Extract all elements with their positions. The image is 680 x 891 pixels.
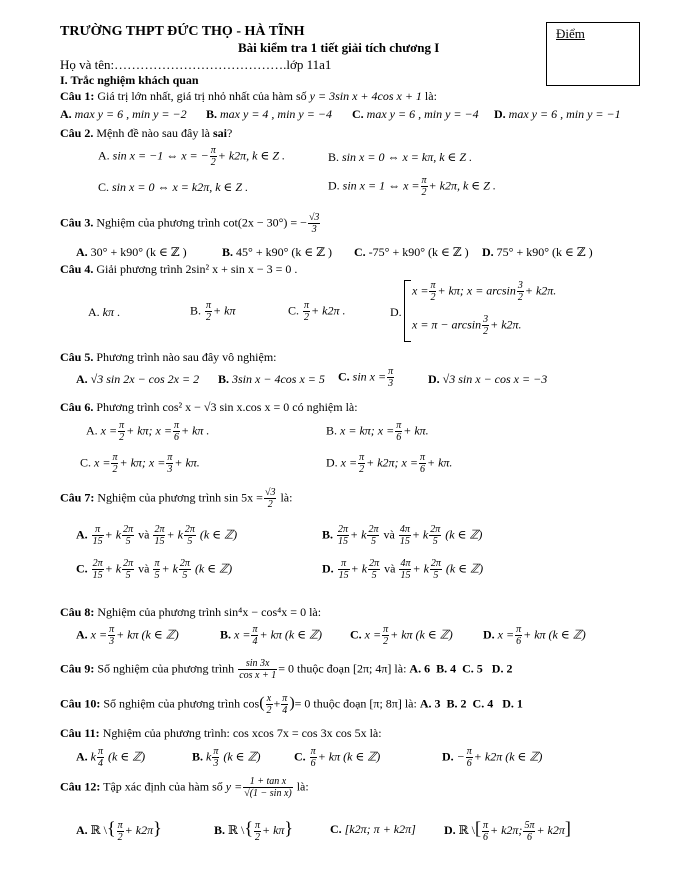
question-7: Câu 7: Nghiệm của phương trình sin 5x = $\frac{√3}{2}$ là:	[60, 487, 293, 510]
q5-option-b[interactable]: B. 3sin x − 4cos x = 5	[218, 372, 325, 386]
q6-option-c[interactable]: C. x = $\frac{\pi}{2}$ + kπ; x = $\frac{\pi}{3}$ + kπ.	[80, 452, 200, 475]
q2-option-b[interactable]: B. sin x = 0 ⇔ x = kπ, k ∈ Z .	[328, 150, 473, 164]
question-11: Câu 11: Nghiệm của phương trình: cos xcos 7x = cos 3x cos 5x là:	[60, 726, 382, 740]
q3-option-c[interactable]: C. -75° + k90° (k ∈ ℤ )	[354, 245, 469, 259]
q8-option-b[interactable]: B. x = $\frac{\pi}{4}$ + kπ (k ∈ ℤ)	[220, 624, 323, 647]
q9-option-c[interactable]: C. 5	[462, 661, 483, 676]
school-name: TRƯỜNG THPT ĐỨC THỌ - HÀ TĨNH	[60, 24, 305, 39]
q12-option-d[interactable]: D. ℝ \[ $\frac{\pi}{6}$ + k2π; $\frac{5\pi}{6}$ + k2π]	[444, 818, 571, 843]
question-3: Câu 3. Nghiệm của phương trình cot(2x − 30°) = − $\frac{√3}{3}$	[60, 212, 320, 235]
q9-option-b[interactable]: B. 4	[436, 661, 457, 676]
q3-option-a[interactable]: A. 30° + k90° (k ∈ ℤ )	[76, 245, 187, 259]
question-1: Câu 1: Giá trị lớn nhất, giá trị nhỏ nhất của hàm số y = 3sin x + 4cos x + 1 là:	[60, 89, 437, 103]
q8-option-d[interactable]: D. x = $\frac{\pi}{6}$ + kπ (k ∈ ℤ)	[483, 624, 586, 647]
question-2: Câu 2. Mệnh đề nào sau đây là sai?	[60, 126, 233, 140]
q6-option-d[interactable]: D. x = $\frac{\pi}{2}$ + k2π; x = $\frac{\pi}{6}$ + kπ.	[326, 452, 453, 475]
q1-option-a[interactable]: A. max y = 6 , min y = −2	[60, 107, 187, 121]
name-line: Họ và tên:………………………………….lớp 11a1	[60, 57, 332, 72]
q6-option-b[interactable]: B. x = kπ; x = $\frac{\pi}{6}$ + kπ.	[326, 420, 429, 443]
q2-option-d[interactable]: D. sin x = 1 ⇔ x = $\frac{\pi}{2}$ + k2π, k ∈ Z .	[328, 175, 496, 198]
q7-option-b[interactable]: B. $\frac{2\pi}{15}$ + k $\frac{2\pi}{5}$ và $\frac{4\pi}{15}$ + k $\frac{2\pi}{5}$ (k ∈ ℤ)	[322, 524, 483, 547]
q11-option-d[interactable]: D. − $\frac{\pi}{6}$ + k2π (k ∈ ℤ)	[442, 746, 543, 769]
q4-option-b[interactable]: B. $\frac{\pi}{2}$ + kπ	[190, 300, 236, 323]
q10-option-b[interactable]: B. 2	[446, 696, 467, 711]
question-4: Câu 4. Giải phương trình 2sin² x + sin x − 3 = 0 .	[60, 262, 298, 276]
section-title: I. Trắc nghiệm khách quan	[60, 73, 199, 87]
q7-option-a[interactable]: A. $\frac{\pi}{15}$ + k $\frac{2\pi}{5}$ và $\frac{2\pi}{15}$ + k $\frac{2\pi}{5}$ (k ∈ ℤ)	[76, 524, 238, 547]
question-5: Câu 5. Phương trình nào sau đây vô nghiệm:	[60, 350, 277, 364]
q4-option-d-label[interactable]: D.	[390, 305, 402, 319]
question-8: Câu 8: Nghiệm của phương trình sin⁴x − cos⁴x = 0 là:	[60, 605, 322, 619]
test-title: Bài kiểm tra 1 tiết giải tích chương I	[238, 40, 440, 55]
q8-option-c[interactable]: C. x = $\frac{\pi}{2}$ + kπ (k ∈ ℤ)	[350, 624, 453, 647]
q10-option-c[interactable]: C. 4	[472, 696, 494, 711]
q12-option-a[interactable]: A. ℝ \{ $\frac{\pi}{2}$ + k2π}	[76, 818, 162, 843]
question-12: Câu 12: Tập xác định của hàm số y = $\frac{\text{1 + tan x}}{\text{√(1 − sin x)}}$ là:	[60, 776, 309, 799]
q11-option-b[interactable]: B. k $\frac{\pi}{3}$ (k ∈ ℤ)	[192, 746, 261, 769]
q2-option-c[interactable]: C. sin x = 0 ⇔ x = k2π, k ∈ Z .	[98, 180, 249, 194]
q4-option-d-line1: x = $\frac{\pi}{2}$ + kπ; x = arcsin $\frac{3}{2}$ + k2π.	[412, 280, 557, 303]
q8-option-a[interactable]: A. x = $\frac{\pi}{3}$ + kπ (k ∈ ℤ)	[76, 624, 179, 647]
q10-option-d[interactable]: D. 1	[502, 696, 523, 711]
q9-option-d[interactable]: D. 2	[491, 661, 513, 676]
q7-option-d[interactable]: D. $\frac{\pi}{15}$ + k $\frac{2\pi}{5}$ và $\frac{4\pi}{15}$ + k $\frac{2\pi}{5}$ (k ∈ ℤ)	[322, 558, 484, 581]
question-6: Câu 6. Phương trình cos² x − √3 sin x.cos x = 0 có nghiệm là:	[60, 400, 358, 414]
system-bracket	[404, 280, 411, 342]
q7-option-c[interactable]: C. $\frac{2\pi}{15}$ + k $\frac{2\pi}{5}$ và $\frac{\pi}{5}$ + k $\frac{2\pi}{5}$ (k ∈ ℤ)	[76, 558, 233, 581]
q1-option-b[interactable]: B. max y = 4 , min y = −4	[206, 107, 332, 121]
q4-option-c[interactable]: C. $\frac{\pi}{2}$ + k2π .	[288, 300, 346, 323]
question-10: Câu 10: Số nghiệm của phương trình cos( $\frac{x}{2}$ + $\frac{\pi}{4}$ )= 0 thuộc đoạn [π; 8π] là: A. 3 B. 2 C. 4 D. 1	[60, 693, 523, 716]
question-9: Câu 9: Số nghiệm của phương trình $\frac{\sin 3x}{\text{cos x + 1}}$ = 0 thuộc đoạn [2π; 4π] là: A. 6 B. 4 C. 5 D. 2	[60, 658, 513, 681]
q3-option-d[interactable]: D. 75° + k90° (k ∈ ℤ )	[482, 245, 593, 259]
q3-option-b[interactable]: B. 45° + k90° (k ∈ ℤ )	[222, 245, 333, 259]
q4-option-d-line2: x = π − arcsin $\frac{3}{2}$ + k2π.	[412, 314, 522, 337]
score-label: Điểm	[556, 26, 585, 41]
q1-option-d[interactable]: D. max y = 6 , min y = −1	[494, 107, 621, 121]
q11-option-c[interactable]: C. $\frac{\pi}{6}$ + kπ (k ∈ ℤ)	[294, 746, 381, 769]
q5-option-c[interactable]: C. sin x = $\frac{\pi}{3}$	[338, 366, 394, 389]
q4-option-a[interactable]: A. kπ .	[88, 305, 121, 319]
q5-option-d[interactable]: D. √3 sin x − cos x = −3	[428, 372, 548, 386]
q6-option-a[interactable]: A. x = $\frac{\pi}{2}$ + kπ; x = $\frac{\pi}{6}$ + kπ .	[86, 420, 210, 443]
q5-option-a[interactable]: A. √3 sin 2x − cos 2x = 2	[76, 372, 200, 386]
q1-option-c[interactable]: C. max y = 6 , min y = −4	[352, 107, 479, 121]
q12-option-b[interactable]: B. ℝ \{ $\frac{\pi}{2}$ + kπ}	[214, 818, 294, 843]
q10-option-a[interactable]: A. 3	[419, 696, 441, 711]
q2-option-a[interactable]: A. sin x = −1 ⇔ x = − $\frac{\pi}{2}$ + k2π, k ∈ Z .	[98, 145, 286, 168]
q9-option-a[interactable]: A. 6	[409, 661, 431, 676]
q11-option-a[interactable]: A. k $\frac{\pi}{4}$ (k ∈ ℤ)	[76, 746, 146, 769]
q12-option-c[interactable]: C. [k2π; π + k2π]	[330, 822, 416, 836]
